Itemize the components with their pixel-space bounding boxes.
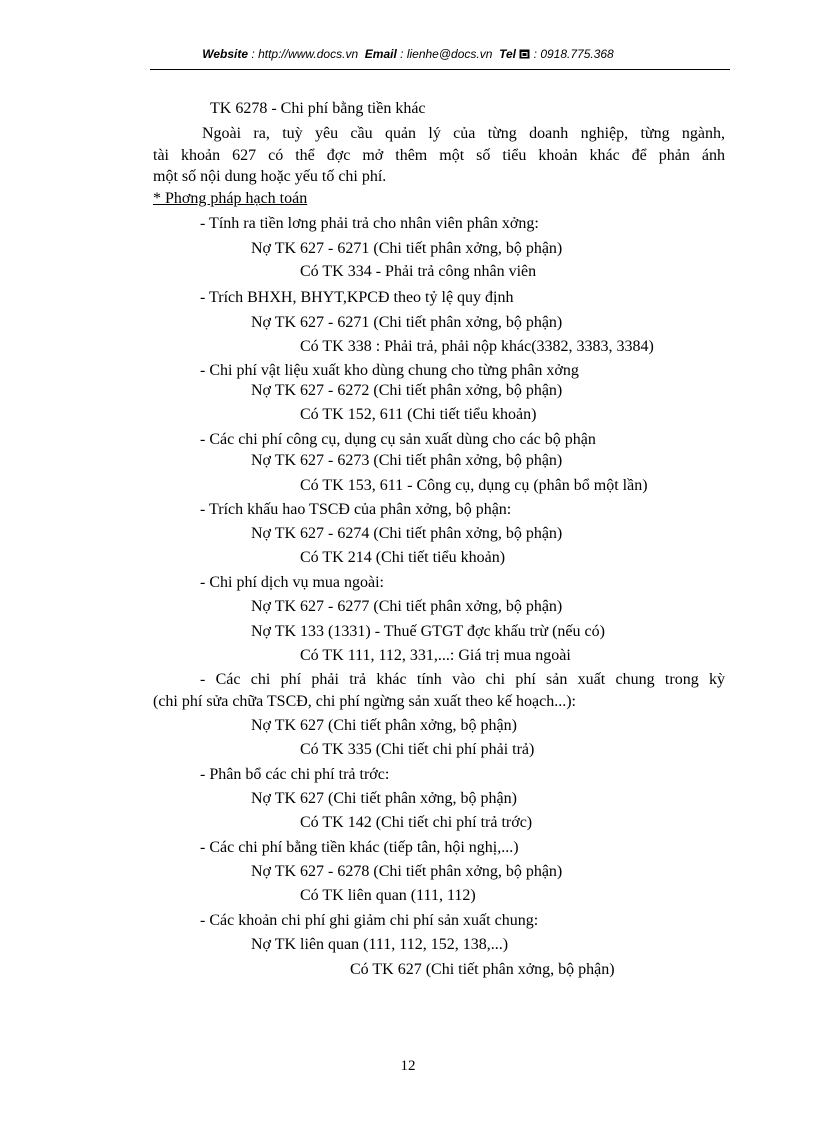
credit-line: Có TK 142 (Chi tiết chi phí trả trớc) xyxy=(300,814,533,831)
debit-line: Nợ TK 627 - 6278 (Chi tiết phân xởng, bộ phận) xyxy=(251,863,563,880)
entry-description: - Các khoản chi phí ghi giảm chi phí sản xuất chung: xyxy=(200,912,539,929)
credit-line: Có TK 152, 611 (Chi tiết tiểu khoản) xyxy=(300,406,537,423)
page-number: 12 xyxy=(400,1058,416,1074)
entry-description: - Chi phí vật liệu xuất kho dùng chung cho từng phân xởng xyxy=(200,362,579,379)
page-header xyxy=(0,47,816,61)
entry-description: (chi phí sửa chữa TSCĐ, chi phí ngừng sản xuất theo kế hoạch...): xyxy=(153,693,576,710)
debit-line: Nợ TK 627 - 6273 (Chi tiết phân xởng, bộ phận) xyxy=(251,452,563,469)
debit-line: Nợ TK 627 - 6271 (Chi tiết phân xởng, bộ phận) xyxy=(251,240,563,257)
debit-line: Nợ TK liên quan (111, 112, 152, 138,...) xyxy=(251,936,509,953)
section-title: TK 6278 - Chi phí bằng tiền khác xyxy=(210,100,426,117)
credit-line: Có TK 627 (Chi tiết phân xởng, bộ phận) xyxy=(350,961,615,978)
debit-line: Nợ TK 627 (Chi tiết phân xởng, bộ phận) xyxy=(251,717,517,734)
paragraph-line: một số nội dung hoặc yếu tố chi phí. xyxy=(153,168,387,185)
entry-description: - Trích BHXH, BHYT,KPCĐ theo tỷ lệ quy định xyxy=(200,289,514,306)
paragraph-line: tài khoản 627 có thể đợc mở thêm một số tiểu khoản khác để phản ánh xyxy=(153,147,725,164)
credit-line: Có TK liên quan (111, 112) xyxy=(300,887,476,904)
credit-line: Có TK 153, 611 - Công cụ, dụng cụ (phân bổ một lần) xyxy=(300,477,648,494)
credit-line: Có TK 334 - Phải trả công nhân viên xyxy=(300,263,537,280)
telephone-icon xyxy=(519,47,533,61)
debit-line: Nợ TK 133 (1331) - Thuế GTGT đợc khấu trừ (nếu có) xyxy=(251,623,605,640)
debit-line: Nợ TK 627 - 6274 (Chi tiết phân xởng, bộ phận) xyxy=(251,525,563,542)
entry-description: - Trích khấu hao TSCĐ của phân xởng, bộ phận: xyxy=(200,501,512,518)
tel-label: Tel xyxy=(499,47,516,61)
entry-description: - Các chi phí công cụ, dụng cụ sản xuất dùng cho các bộ phận xyxy=(200,431,596,448)
entry-description: - Tính ra tiền lơng phải trả cho nhân viên phân xởng: xyxy=(200,215,539,232)
entry-description: - Chi phí dịch vụ mua ngoài: xyxy=(200,574,384,591)
email-value: : lienhe@docs.vn xyxy=(400,47,493,61)
paragraph-line: Ngoài ra, tuỳ yêu cầu quản lý của từng doanh nghiệp, từng ngành, xyxy=(202,125,725,142)
debit-line: Nợ TK 627 - 6277 (Chi tiết phân xởng, bộ phận) xyxy=(251,598,563,615)
debit-line: Nợ TK 627 - 6272 (Chi tiết phân xởng, bộ phận) xyxy=(251,382,563,399)
credit-line: Có TK 335 (Chi tiết chi phí phải trả) xyxy=(300,741,535,758)
entry-description: - Các chi phí phải trả khác tính vào chi phí sản xuất chung trong kỳ xyxy=(200,671,725,688)
method-heading: * Phơng pháp hạch toán xyxy=(153,190,308,207)
debit-line: Nợ TK 627 (Chi tiết phân xởng, bộ phận) xyxy=(251,790,517,807)
credit-line: Có TK 214 (Chi tiết tiểu khoản) xyxy=(300,549,506,566)
website-value: : http://www.docs.vn xyxy=(251,47,359,61)
debit-line: Nợ TK 627 - 6271 (Chi tiết phân xởng, bộ phận) xyxy=(251,314,563,331)
tel-value: : 0918.775.368 xyxy=(533,47,614,61)
entry-description: - Phân bổ các chi phí trả trớc: xyxy=(200,766,390,783)
website-label: Website xyxy=(202,47,249,61)
email-label: Email xyxy=(364,47,397,61)
entry-description: - Các chi phí bằng tiền khác (tiếp tân, hội nghị,...) xyxy=(200,839,519,856)
credit-line: Có TK 338 : Phải trả, phải nộp khác(3382, 3383, 3384) xyxy=(300,338,654,355)
header-divider xyxy=(150,69,730,70)
credit-line: Có TK 111, 112, 331,...: Giá trị mua ngoài xyxy=(300,647,571,664)
